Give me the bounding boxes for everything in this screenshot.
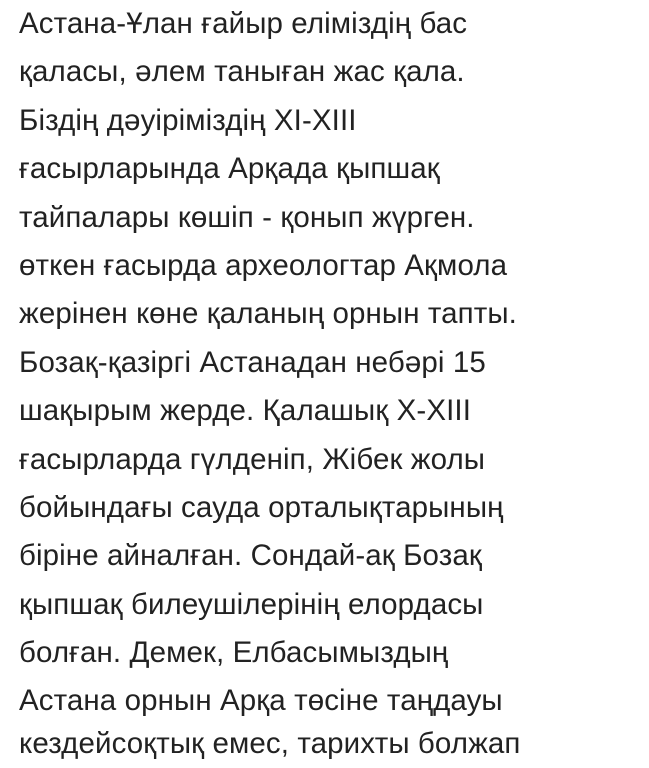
text-line-13: қыпшақ билеушілерінің елордасы [19, 587, 484, 621]
text-line-5: тайпалары көшіп - қонып жүрген. [19, 200, 475, 234]
text-line-12: біріне айналған. Сондай-ақ Бозақ [19, 539, 482, 573]
text-line-10: ғасырларда гүлденіп, Жібек жолы [19, 442, 486, 476]
text-line-7: жерінен көне қаланың орнын тапты. [19, 297, 517, 331]
text-line-8: Бозақ-қазіргі Астанадан небәрі 15 [19, 345, 486, 379]
text-line-6: өткен ғасырда археологтар Ақмола [19, 248, 508, 282]
text-line-4: ғасырларында Арқада қыпшақ [19, 152, 440, 186]
text-line-14: болған. Демек, Елбасымыздың [19, 636, 449, 670]
text-line-15: Астана орнын Арқа төсіне таңдауы [19, 684, 503, 718]
text-line-9: шақырым жерде. Қалашық X-XIII [19, 394, 471, 428]
text-line-16-cut-off: кездейсоқтық емес, тарихты болжап [19, 726, 521, 760]
text-line-3: Біздің дәуіріміздің XI-XIII [19, 103, 357, 137]
text-line-1: Астана-Ұлан ғайыр еліміздің бас [19, 7, 468, 40]
text-line-11: бойындағы сауда орталықтарының [19, 490, 504, 524]
text-line-2: қаласы, әлем таныған жас қала. [19, 55, 465, 89]
document-text [19, 0, 644, 768]
